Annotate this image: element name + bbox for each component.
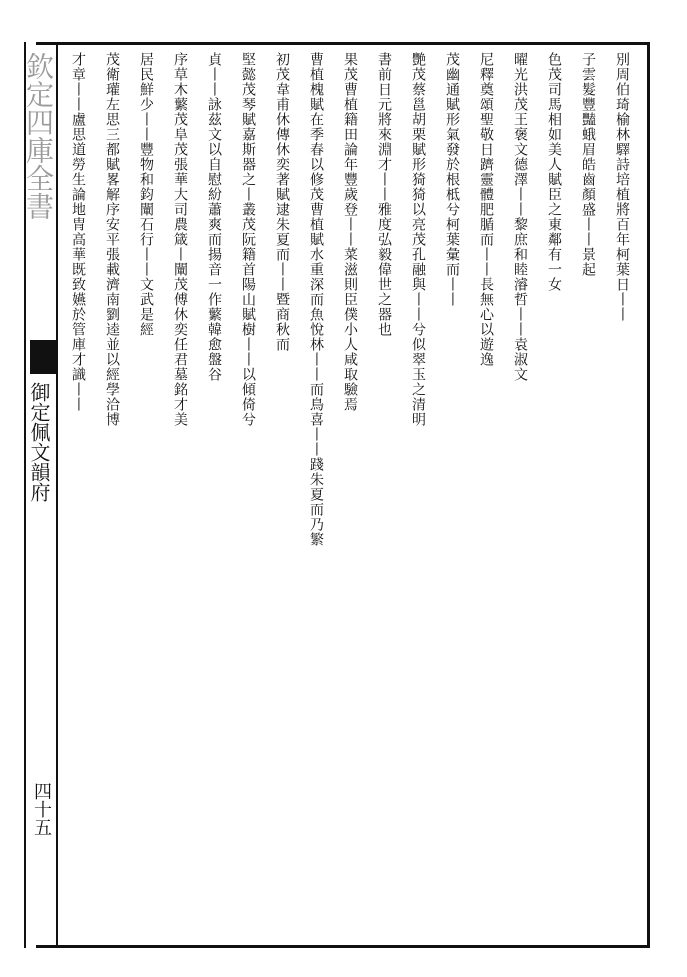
text-column: 居民鮮少丨丨豐物和鈞闡石行丨丨文武是經: [138, 52, 154, 337]
text-column: 果茂曹植籍田論年豐歲登丨丨菜滋則臣僕小人咸取驗焉: [342, 52, 358, 412]
text-column: 曹植槐賦在季春以修茂曹植賦水重深而魚悅林丨丨而鳥喜丨丨踐朱夏而乃繁: [308, 52, 324, 547]
text-column: 堅懿茂琴賦嘉斯器之丨叢茂阮籍首陽山賦樹丨丨以傾倚兮: [240, 52, 256, 427]
text-column: 別周伯琦榆林驛詩培植將百年柯葉日丨丨: [614, 52, 630, 322]
text-body: [60, 46, 646, 944]
text-column: 書前日元將來淵才丨丨雅度弘毅偉世之器也: [376, 52, 392, 337]
text-column: 艷茂蔡邕胡栗賦形猗猗以亮茂孔融與丨丨兮似翠玉之清明: [410, 52, 426, 427]
text-column: 茂幽通賦形氣發於根柢兮柯葉彙而丨丨: [444, 52, 460, 307]
text-column: 子雲髮豐豔蛾眉皓齒顏盛丨丨景起: [580, 52, 596, 277]
text-column: 才章丨丨盧思道勞生論地冑高華既致嬿於管庫才識丨丨: [70, 52, 86, 412]
page-number: 四十五: [31, 782, 52, 836]
text-column: 茂衛瓘左思三都賦畧解序安平張載濟南劉逵並以經學洽博: [104, 52, 120, 427]
text-column: 序草木蘩茂阜茂張華大司農箴丨闡茂傅休奕任君墓銘才美: [172, 52, 188, 427]
text-column: 色茂司馬相如美人賦臣之東鄰有一女: [546, 52, 562, 292]
text-column: 貞丨丨詠茲文以自慰紛蕭爽而揚音一作蘩韓愈盤谷: [206, 52, 222, 382]
book-subtitle: 御定佩文韻府: [27, 382, 51, 502]
text-column: 曜光洪茂王褒文德澤丨丨黎庶和睦濬哲丨丨袁淑文: [512, 52, 528, 382]
book-title: 欽定四庫全書: [22, 52, 55, 220]
text-column: 尼釋奠頌聖敬日躋靈體肥腯而丨丨長無心以遊逸: [478, 52, 494, 367]
text-column: 初茂韋甫休傳休奕著賦逮朱夏而丨丨暨商秋而: [274, 52, 290, 352]
